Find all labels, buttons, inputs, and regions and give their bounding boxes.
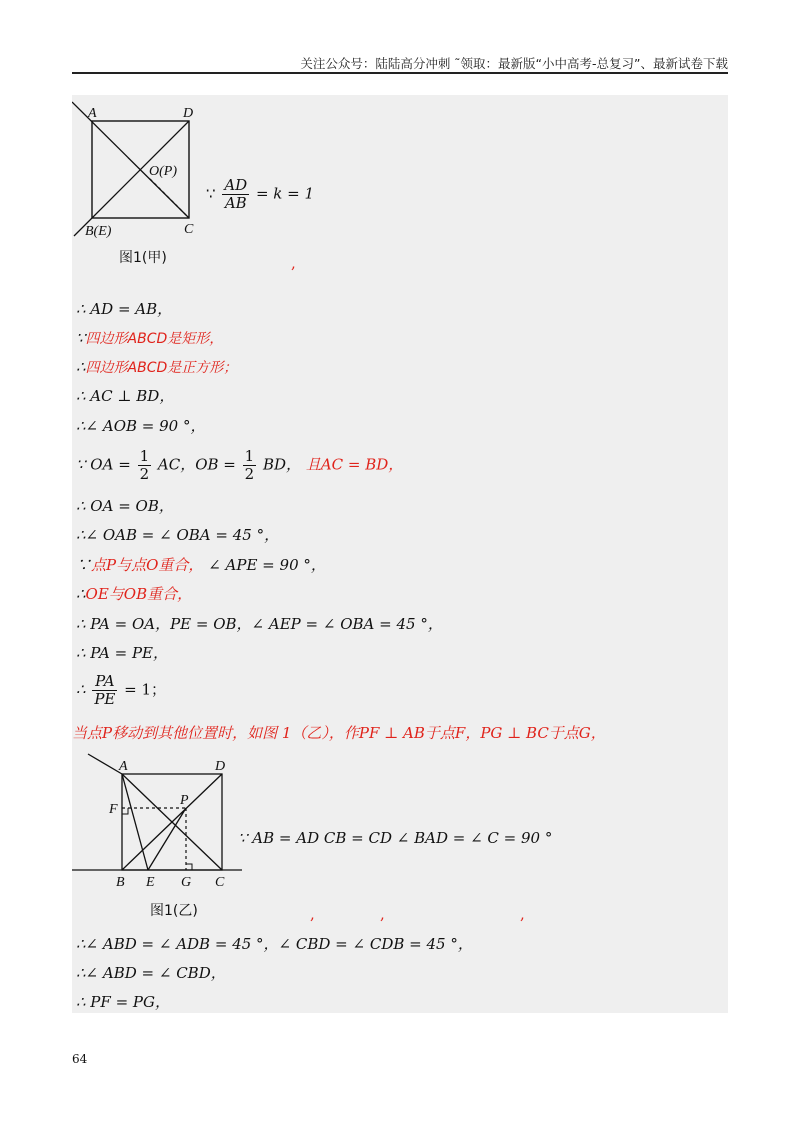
label-b-2: B xyxy=(116,875,125,890)
line-ae xyxy=(122,774,148,870)
proof-line-3: ∴四边形ABCD是正方形； xyxy=(76,358,238,376)
proof-line-8: ∴∠ OAB = ∠ OBA = 45 °， xyxy=(76,526,280,544)
proof-line-10: ∴OE与OB重合， xyxy=(76,585,193,603)
proof-line-17: ∴ PF = PG， xyxy=(76,993,170,1011)
figure-1-condition: ∵ $\frac{AD}{AB}$ = k = 1 xyxy=(206,176,315,212)
fraction-ad-ab: $\frac{AD}{AB}$ xyxy=(224,176,248,212)
figure-1-jia xyxy=(72,95,212,245)
label-a: A xyxy=(88,106,97,121)
label-g: G xyxy=(181,875,192,890)
proof-line-5: ∴∠ AOB = 90 °， xyxy=(76,417,206,435)
proof-line-4: ∴ AC ⊥ BD， xyxy=(76,387,175,405)
fraction-pa-pe: $\frac{PA}{PE}$ xyxy=(94,672,116,708)
proof-line-6: ∵ OA = $\frac{1}{2}$ AC，OB = $\frac{1}{2}$ BD， 且AC = BD， xyxy=(76,447,404,483)
line-ext xyxy=(88,754,122,774)
page-header: 关注公众号：陆陆高分冲刺 ˜领取：最新版“小中高考-总复习”、最新试卷下载 xyxy=(300,56,728,71)
label-a-2: A xyxy=(119,759,128,774)
fraction-half-2: $\frac{1}{2}$ xyxy=(244,447,255,483)
right-angle-f xyxy=(122,808,128,814)
proof-line-16: ∴∠ ABD = ∠ CBD， xyxy=(76,964,226,982)
label-d-2: D xyxy=(215,759,226,774)
page-number: 64 xyxy=(72,1052,88,1066)
proof-line-11: ∴ PA = OA，PE = OB，∠ AEP = ∠ OBA = 45 °， xyxy=(76,615,443,633)
fraction-half-1: $\frac{1}{2}$ xyxy=(139,447,150,483)
label-d: D xyxy=(183,106,194,121)
proof-line-7: ∴ OA = OB， xyxy=(76,497,174,515)
stray-comma-3: , xyxy=(520,905,525,923)
content-area xyxy=(72,95,728,1013)
label-c-2: C xyxy=(215,875,225,890)
proof-line-12: ∴ PA = PE， xyxy=(76,644,169,662)
proof-line-15: ∴∠ ABD = ∠ ADB = 45 °，∠ CBD = ∠ CDB = 45 °， xyxy=(76,935,473,953)
stray-comma: , xyxy=(291,254,296,272)
right-angle-g xyxy=(186,864,192,870)
label-o: O(P) xyxy=(149,164,177,179)
proof-line-1: ∴ AD = AB， xyxy=(76,300,173,318)
figure-2-condition: ∵ AB = AD CB = CD ∠ BAD = ∠ C = 90 ° xyxy=(238,829,553,847)
figure-1-caption: 图1(甲) xyxy=(119,250,167,266)
proof-line-13: ∴ $\frac{PA}{PE}$ = 1； xyxy=(76,672,167,708)
proof-line-2: ∵四边形ABCD是矩形， xyxy=(76,329,224,347)
label-b: B(E) xyxy=(85,224,112,239)
label-e: E xyxy=(146,875,155,890)
header-rule xyxy=(72,72,728,74)
figure-2-caption: 图1(乙) xyxy=(150,903,198,919)
label-f: F xyxy=(109,802,118,817)
proof-line-14: 当点P移动到其他位置时，如图 1（乙），作PF ⊥ AB于点F，PG ⊥ BC于点G， xyxy=(72,724,606,742)
proof-line-9: ∵点P与点O重合， ∠ APE = 90 °， xyxy=(76,556,326,574)
label-p: P xyxy=(180,793,189,808)
stray-comma-1: , xyxy=(310,905,315,923)
figure-1-yi xyxy=(72,750,242,900)
stray-comma-2: , xyxy=(380,905,385,923)
label-c: C xyxy=(184,222,194,237)
